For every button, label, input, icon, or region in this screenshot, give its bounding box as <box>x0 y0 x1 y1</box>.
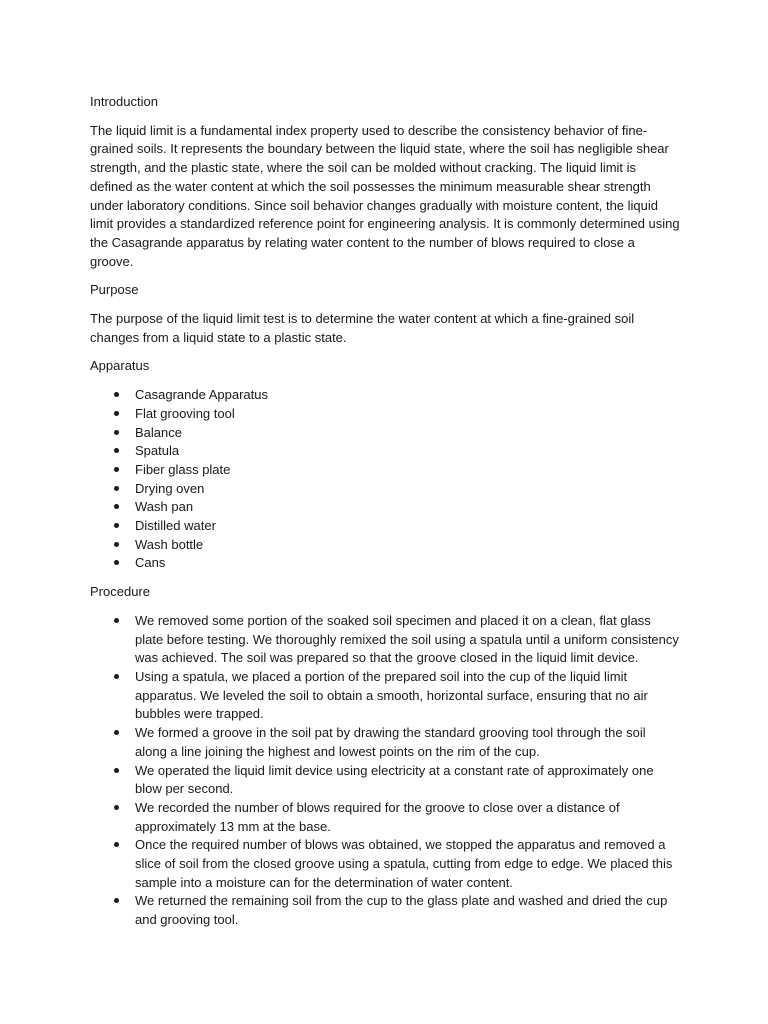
procedure-step: We operated the liquid limit device using electricity at a constant rate of approximately one blow per second. <box>90 762 680 799</box>
document-page <box>90 93 680 940</box>
procedure-step: Using a spatula, we placed a portion of the prepared soil into the cup of the liquid limit apparatus. We leveled the soil to obtain a smooth, horizontal surface, ensuring that no air bubbles were trapped. <box>90 668 680 724</box>
apparatus-item: Drying oven <box>90 480 680 499</box>
procedure-heading: Procedure <box>90 584 150 600</box>
apparatus-item: Fiber glass plate <box>90 461 680 480</box>
apparatus-item: Distilled water <box>90 517 680 536</box>
apparatus-item: Cans <box>90 554 680 573</box>
apparatus-item: Casagrande Apparatus <box>90 386 680 405</box>
purpose-paragraph: The purpose of the liquid limit test is to determine the water content at which a fine-grained soil changes from a liquid state to a plastic state. <box>90 311 635 345</box>
apparatus-heading: Apparatus <box>90 358 150 374</box>
purpose-heading: Purpose <box>90 282 139 298</box>
introduction-paragraph: The liquid limit is a fundamental index property used to describe the consistency behavior of fine-grained soils. It represents the boundary between the liquid state, where the soil has negligible shear strength, and the plastic state, where the soil can be molded without cracking. The liquid limit is defined as the water content at which the soil possesses the minimum measurable shear strength under laboratory conditions. Since soil behavior changes gradually with moisture content, the liquid limit provides a standardized reference point for engineering analysis. It is commonly determined using the Casagrande apparatus by relating water content to the number of blows required to close a groove. <box>90 122 680 269</box>
apparatus-list <box>90 386 680 573</box>
procedure-step: We returned the remaining soil from the cup to the glass plate and washed and dried the cup and grooving tool. <box>90 892 680 929</box>
apparatus-item: Spatula <box>90 442 680 461</box>
procedure-step: We recorded the number of blows required for the groove to close over a distance of approximately 13 mm at the base. <box>90 799 680 836</box>
apparatus-item: Flat grooving tool <box>90 405 680 424</box>
procedure-step: We formed a groove in the soil pat by drawing the standard grooving tool through the soil along a line joining the highest and lowest points on the rim of the cup. <box>90 724 680 761</box>
procedure-list <box>90 612 680 930</box>
apparatus-item: Wash pan <box>90 498 680 517</box>
apparatus-item: Balance <box>90 424 680 443</box>
procedure-step: Once the required number of blows was obtained, we stopped the apparatus and removed a slice of soil from the closed groove using a spatula, cutting from edge to edge. We placed this sample into a moisture can for the determination of water content. <box>90 836 680 892</box>
apparatus-item: Wash bottle <box>90 536 680 555</box>
introduction-heading: Introduction <box>90 94 158 109</box>
procedure-step: We removed some portion of the soaked soil specimen and placed it on a clean, flat glass plate before testing. We thoroughly remixed the soil using a spatula until a uniform consistency was achieved. The soil was prepared so that the groove closed in the liquid limit device. <box>90 612 680 668</box>
